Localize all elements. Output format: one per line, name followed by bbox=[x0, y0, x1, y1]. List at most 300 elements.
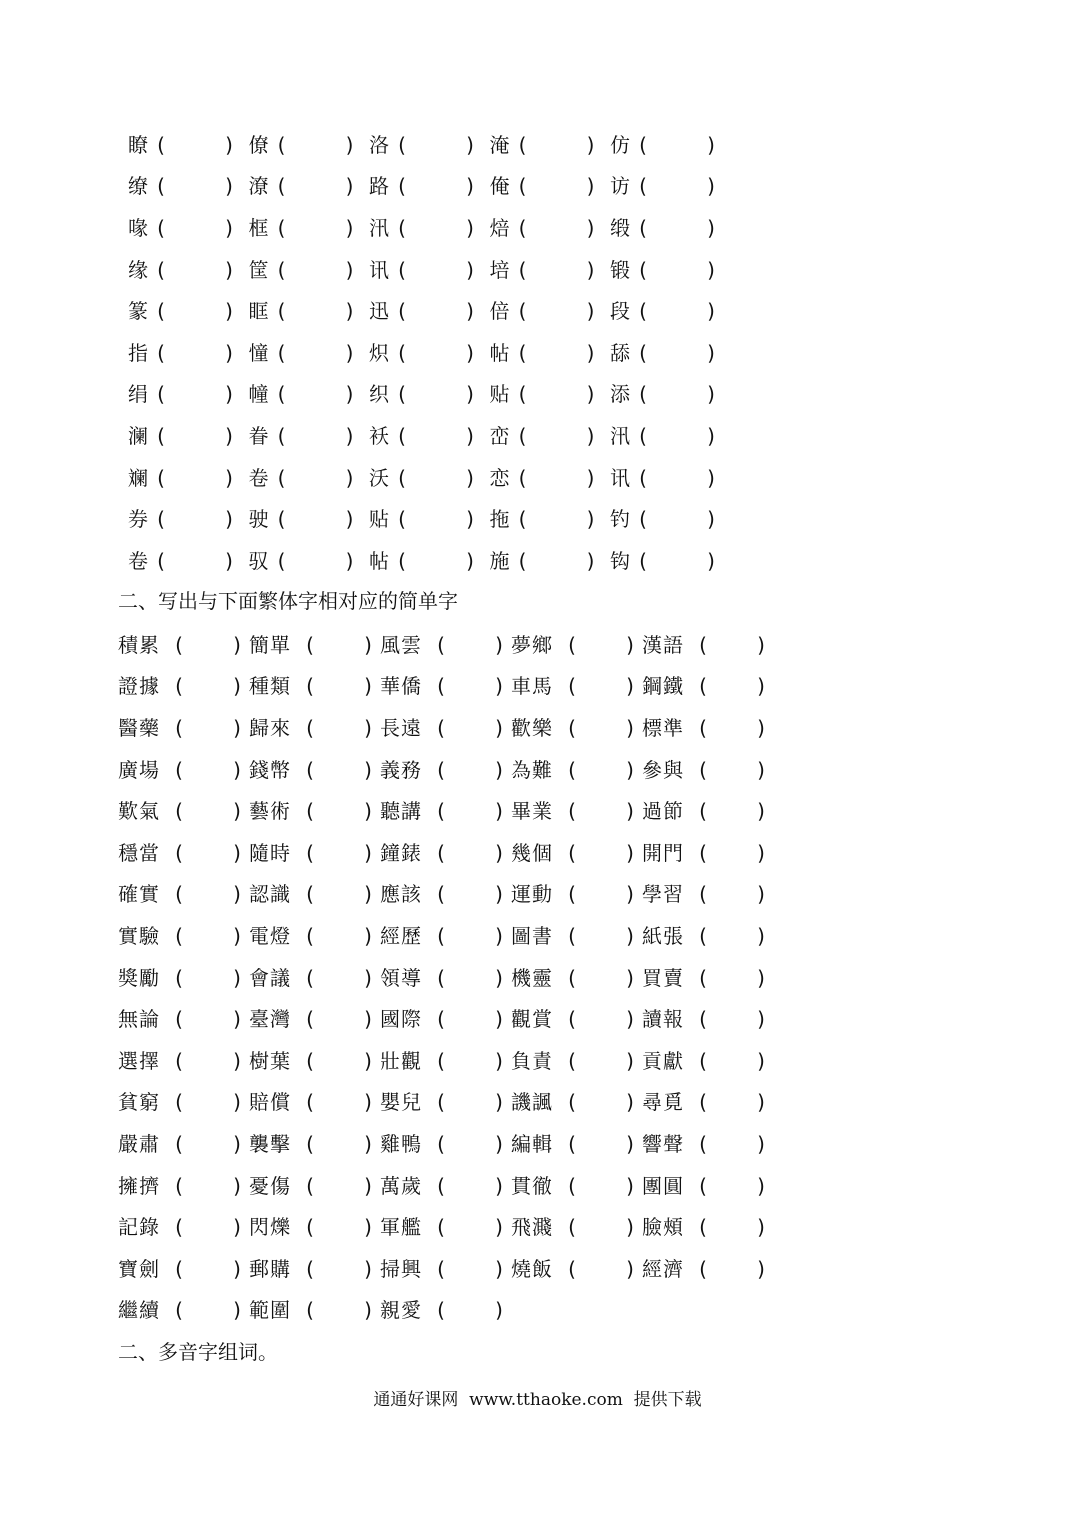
word-blank-item bbox=[118, 1298, 249, 1323]
word-row bbox=[118, 624, 773, 666]
close-paren: ) bbox=[495, 715, 503, 740]
word-text: 證據 bbox=[118, 674, 160, 699]
character-grid bbox=[128, 124, 731, 582]
close-paren: ) bbox=[345, 257, 354, 282]
char-blank-item bbox=[248, 132, 370, 157]
char-text: 沃 bbox=[369, 465, 389, 490]
open-paren: ( bbox=[157, 215, 165, 240]
word-row bbox=[118, 998, 773, 1040]
char-blank-item bbox=[610, 423, 731, 448]
word-row bbox=[118, 1082, 773, 1124]
word-text: 國際 bbox=[380, 1007, 422, 1032]
word-text: 風雲 bbox=[380, 632, 422, 657]
open-paren: ( bbox=[175, 632, 183, 657]
char-text: 潦 bbox=[248, 174, 269, 199]
word-blank-item bbox=[118, 965, 249, 990]
word-text: 鐘錶 bbox=[380, 840, 422, 865]
char-text: 斓 bbox=[128, 465, 148, 490]
word-blank-item bbox=[118, 1090, 249, 1115]
open-paren: ( bbox=[518, 423, 527, 448]
close-paren: ) bbox=[364, 632, 372, 657]
open-paren: ( bbox=[699, 715, 707, 740]
open-paren: ( bbox=[306, 923, 314, 948]
char-blank-item bbox=[128, 340, 249, 365]
char-blank-item bbox=[610, 257, 731, 282]
word-blank-item bbox=[642, 882, 773, 907]
close-paren: ) bbox=[225, 257, 233, 282]
close-paren: ) bbox=[225, 340, 233, 365]
close-paren: ) bbox=[495, 882, 503, 907]
word-blank-item bbox=[118, 715, 249, 740]
open-paren: ( bbox=[277, 548, 286, 573]
open-paren: ( bbox=[699, 1090, 707, 1115]
word-row bbox=[118, 957, 773, 999]
open-paren: ( bbox=[699, 923, 707, 948]
close-paren: ) bbox=[757, 757, 765, 782]
close-paren: ) bbox=[364, 1090, 372, 1115]
close-paren: ) bbox=[345, 340, 354, 365]
open-paren: ( bbox=[175, 757, 183, 782]
close-paren: ) bbox=[345, 299, 354, 324]
open-paren: ( bbox=[175, 1298, 183, 1323]
close-paren: ) bbox=[626, 965, 634, 990]
word-text: 過節 bbox=[642, 799, 684, 824]
char-blank-item bbox=[128, 299, 249, 324]
word-blank-item bbox=[511, 1048, 642, 1073]
open-paren: ( bbox=[437, 1215, 445, 1240]
close-paren: ) bbox=[345, 465, 354, 490]
close-paren: ) bbox=[233, 1173, 241, 1198]
open-paren: ( bbox=[306, 1007, 314, 1032]
open-paren: ( bbox=[699, 965, 707, 990]
char-blank-item bbox=[248, 257, 370, 282]
close-paren: ) bbox=[233, 1298, 241, 1323]
section-heading-traditional: 二、写出与下面繁体字相对应的简单字 bbox=[118, 589, 458, 613]
char-text: 瞭 bbox=[128, 132, 148, 157]
word-blank-item bbox=[642, 923, 773, 948]
close-paren: ) bbox=[495, 632, 503, 657]
open-paren: ( bbox=[157, 340, 165, 365]
word-blank-item bbox=[511, 923, 642, 948]
char-text: 汛 bbox=[369, 215, 389, 240]
close-paren: ) bbox=[757, 715, 765, 740]
char-blank-item bbox=[248, 465, 370, 490]
close-paren: ) bbox=[233, 923, 241, 948]
char-blank-item bbox=[369, 548, 490, 573]
word-blank-item bbox=[380, 757, 511, 782]
open-paren: ( bbox=[175, 1131, 183, 1156]
word-blank-item bbox=[642, 965, 773, 990]
word-blank-item bbox=[642, 1090, 773, 1115]
word-blank-item bbox=[380, 923, 511, 948]
open-paren: ( bbox=[639, 215, 647, 240]
close-paren: ) bbox=[233, 1131, 241, 1156]
word-blank-item bbox=[249, 632, 380, 657]
char-blank-item bbox=[128, 548, 249, 573]
word-text: 記錄 bbox=[118, 1215, 160, 1240]
close-paren: ) bbox=[225, 174, 233, 199]
word-text: 種類 bbox=[249, 674, 291, 699]
word-text: 譏諷 bbox=[511, 1090, 553, 1115]
char-text: 炽 bbox=[369, 340, 389, 365]
word-text: 賠償 bbox=[249, 1090, 291, 1115]
char-row bbox=[128, 207, 731, 249]
open-paren: ( bbox=[175, 799, 183, 824]
open-paren: ( bbox=[568, 965, 576, 990]
char-blank-item bbox=[248, 174, 370, 199]
word-blank-item bbox=[511, 674, 642, 699]
close-paren: ) bbox=[466, 215, 474, 240]
word-text: 萬歲 bbox=[380, 1173, 422, 1198]
close-paren: ) bbox=[586, 507, 595, 532]
word-blank-item bbox=[642, 799, 773, 824]
open-paren: ( bbox=[437, 674, 445, 699]
word-text: 經濟 bbox=[642, 1256, 684, 1281]
word-blank-item bbox=[380, 1048, 511, 1073]
open-paren: ( bbox=[175, 1173, 183, 1198]
word-blank-item bbox=[380, 1131, 511, 1156]
char-blank-item bbox=[248, 382, 370, 407]
open-paren: ( bbox=[398, 215, 406, 240]
close-paren: ) bbox=[707, 548, 715, 573]
close-paren: ) bbox=[586, 423, 595, 448]
word-text: 鋼鐵 bbox=[642, 674, 684, 699]
word-text: 圖書 bbox=[511, 923, 553, 948]
word-text: 醫藥 bbox=[118, 715, 160, 740]
word-text: 歎氣 bbox=[118, 799, 160, 824]
word-blank-item bbox=[249, 674, 380, 699]
open-paren: ( bbox=[306, 1298, 314, 1323]
word-text: 機靈 bbox=[511, 965, 553, 990]
open-paren: ( bbox=[306, 1048, 314, 1073]
open-paren: ( bbox=[277, 382, 286, 407]
open-paren: ( bbox=[157, 299, 165, 324]
open-paren: ( bbox=[699, 757, 707, 782]
word-blank-item bbox=[118, 674, 249, 699]
char-blank-item bbox=[248, 507, 370, 532]
char-blank-item bbox=[128, 423, 249, 448]
word-blank-item bbox=[118, 923, 249, 948]
char-row bbox=[128, 249, 731, 291]
word-text: 觀賞 bbox=[511, 1007, 553, 1032]
open-paren: ( bbox=[437, 799, 445, 824]
close-paren: ) bbox=[466, 299, 474, 324]
open-paren: ( bbox=[277, 507, 286, 532]
char-row bbox=[128, 124, 731, 166]
open-paren: ( bbox=[398, 548, 406, 573]
close-paren: ) bbox=[364, 674, 372, 699]
close-paren: ) bbox=[364, 799, 372, 824]
close-paren: ) bbox=[364, 923, 372, 948]
open-paren: ( bbox=[568, 799, 576, 824]
char-blank-item bbox=[248, 299, 370, 324]
open-paren: ( bbox=[699, 1256, 707, 1281]
open-paren: ( bbox=[175, 965, 183, 990]
close-paren: ) bbox=[757, 632, 765, 657]
close-paren: ) bbox=[466, 507, 474, 532]
char-blank-item bbox=[128, 382, 249, 407]
word-text: 掃興 bbox=[380, 1256, 422, 1281]
char-text: 眷 bbox=[248, 423, 269, 448]
close-paren: ) bbox=[225, 548, 233, 573]
open-paren: ( bbox=[306, 632, 314, 657]
open-paren: ( bbox=[699, 1215, 707, 1240]
close-paren: ) bbox=[364, 840, 372, 865]
char-blank-item bbox=[489, 132, 611, 157]
word-blank-item bbox=[249, 715, 380, 740]
word-blank-item bbox=[511, 840, 642, 865]
close-paren: ) bbox=[364, 1298, 372, 1323]
open-paren: ( bbox=[437, 1256, 445, 1281]
close-paren: ) bbox=[707, 423, 715, 448]
close-paren: ) bbox=[364, 1215, 372, 1240]
word-text: 錢幣 bbox=[249, 757, 291, 782]
word-blank-item bbox=[642, 1173, 773, 1198]
open-paren: ( bbox=[437, 1090, 445, 1115]
close-paren: ) bbox=[495, 1173, 503, 1198]
char-text: 袄 bbox=[369, 423, 389, 448]
open-paren: ( bbox=[398, 340, 406, 365]
char-text: 筐 bbox=[248, 257, 269, 282]
word-blank-item bbox=[118, 882, 249, 907]
word-row bbox=[118, 1206, 773, 1248]
open-paren: ( bbox=[568, 715, 576, 740]
char-blank-item bbox=[610, 132, 731, 157]
word-text: 積累 bbox=[118, 632, 160, 657]
footer-credit: 通通好课网 www.tthaoke.com 提供下载 bbox=[373, 1390, 702, 1410]
char-text: 讯 bbox=[610, 465, 630, 490]
close-paren: ) bbox=[626, 1215, 634, 1240]
open-paren: ( bbox=[699, 1007, 707, 1032]
char-text: 券 bbox=[128, 507, 148, 532]
close-paren: ) bbox=[626, 923, 634, 948]
word-text: 嚴肅 bbox=[118, 1131, 160, 1156]
char-blank-item bbox=[369, 340, 490, 365]
char-text: 讯 bbox=[369, 257, 389, 282]
close-paren: ) bbox=[225, 382, 233, 407]
close-paren: ) bbox=[626, 1090, 634, 1115]
close-paren: ) bbox=[626, 1048, 634, 1073]
word-text: 買賣 bbox=[642, 965, 684, 990]
close-paren: ) bbox=[495, 923, 503, 948]
word-blank-item bbox=[642, 757, 773, 782]
open-paren: ( bbox=[277, 257, 286, 282]
char-text: 钓 bbox=[610, 507, 630, 532]
word-text: 參與 bbox=[642, 757, 684, 782]
char-blank-item bbox=[128, 465, 249, 490]
close-paren: ) bbox=[225, 423, 233, 448]
open-paren: ( bbox=[277, 299, 286, 324]
char-text: 卷 bbox=[248, 465, 269, 490]
word-blank-item bbox=[642, 632, 773, 657]
word-blank-item bbox=[511, 965, 642, 990]
word-text: 讀報 bbox=[642, 1007, 684, 1032]
open-paren: ( bbox=[306, 1215, 314, 1240]
close-paren: ) bbox=[233, 1007, 241, 1032]
word-blank-item bbox=[249, 923, 380, 948]
close-paren: ) bbox=[586, 340, 595, 365]
open-paren: ( bbox=[175, 1256, 183, 1281]
word-text: 負責 bbox=[511, 1048, 553, 1073]
char-blank-item bbox=[610, 507, 731, 532]
open-paren: ( bbox=[175, 840, 183, 865]
word-text: 確實 bbox=[118, 882, 160, 907]
word-text: 應該 bbox=[380, 882, 422, 907]
char-blank-item bbox=[369, 257, 490, 282]
close-paren: ) bbox=[364, 1048, 372, 1073]
open-paren: ( bbox=[568, 1131, 576, 1156]
word-row bbox=[118, 790, 773, 832]
char-text: 框 bbox=[248, 215, 269, 240]
word-text: 認識 bbox=[249, 882, 291, 907]
open-paren: ( bbox=[568, 1048, 576, 1073]
word-text: 燒飯 bbox=[511, 1256, 553, 1281]
word-text: 軍艦 bbox=[380, 1215, 422, 1240]
close-paren: ) bbox=[757, 1048, 765, 1073]
open-paren: ( bbox=[437, 965, 445, 990]
word-blank-item bbox=[249, 1131, 380, 1156]
close-paren: ) bbox=[495, 840, 503, 865]
open-paren: ( bbox=[568, 1256, 576, 1281]
open-paren: ( bbox=[306, 1131, 314, 1156]
open-paren: ( bbox=[518, 548, 527, 573]
open-paren: ( bbox=[157, 548, 165, 573]
open-paren: ( bbox=[518, 215, 527, 240]
open-paren: ( bbox=[157, 382, 165, 407]
word-text: 為難 bbox=[511, 757, 553, 782]
word-blank-item bbox=[118, 1048, 249, 1073]
char-text: 指 bbox=[128, 340, 148, 365]
word-blank-item bbox=[380, 632, 511, 657]
open-paren: ( bbox=[306, 799, 314, 824]
char-blank-item bbox=[128, 215, 249, 240]
close-paren: ) bbox=[466, 548, 474, 573]
char-blank-item bbox=[489, 548, 611, 573]
close-paren: ) bbox=[495, 757, 503, 782]
open-paren: ( bbox=[157, 257, 165, 282]
char-blank-item bbox=[128, 132, 249, 157]
char-text: 迅 bbox=[369, 299, 389, 324]
close-paren: ) bbox=[586, 382, 595, 407]
word-text: 無論 bbox=[118, 1007, 160, 1032]
word-text: 獎勵 bbox=[118, 965, 160, 990]
char-text: 驭 bbox=[248, 548, 269, 573]
close-paren: ) bbox=[233, 1048, 241, 1073]
open-paren: ( bbox=[437, 1007, 445, 1032]
open-paren: ( bbox=[518, 132, 527, 157]
word-text: 隨時 bbox=[249, 840, 291, 865]
close-paren: ) bbox=[586, 132, 595, 157]
close-paren: ) bbox=[707, 465, 715, 490]
char-text: 峦 bbox=[489, 423, 510, 448]
word-text: 長遠 bbox=[380, 715, 422, 740]
close-paren: ) bbox=[233, 757, 241, 782]
char-blank-item bbox=[610, 382, 731, 407]
char-blank-item bbox=[610, 340, 731, 365]
open-paren: ( bbox=[306, 965, 314, 990]
close-paren: ) bbox=[495, 1256, 503, 1281]
open-paren: ( bbox=[277, 340, 286, 365]
close-paren: ) bbox=[495, 1298, 503, 1323]
open-paren: ( bbox=[306, 1173, 314, 1198]
char-text: 淹 bbox=[489, 132, 510, 157]
word-text: 貫徹 bbox=[511, 1173, 553, 1198]
open-paren: ( bbox=[568, 1090, 576, 1115]
word-text: 貧窮 bbox=[118, 1090, 160, 1115]
word-row bbox=[118, 915, 773, 957]
word-text: 飛濺 bbox=[511, 1215, 553, 1240]
word-blank-item bbox=[118, 799, 249, 824]
word-text: 擁擠 bbox=[118, 1173, 160, 1198]
close-paren: ) bbox=[233, 1215, 241, 1240]
char-row bbox=[128, 540, 731, 582]
open-paren: ( bbox=[568, 840, 576, 865]
close-paren: ) bbox=[707, 507, 715, 532]
char-blank-item bbox=[489, 215, 611, 240]
char-text: 缎 bbox=[610, 215, 630, 240]
char-blank-item bbox=[369, 215, 490, 240]
open-paren: ( bbox=[568, 1173, 576, 1198]
word-blank-item bbox=[118, 1215, 249, 1240]
open-paren: ( bbox=[175, 1090, 183, 1115]
char-blank-item bbox=[369, 132, 490, 157]
close-paren: ) bbox=[586, 174, 595, 199]
close-paren: ) bbox=[495, 1131, 503, 1156]
word-blank-item bbox=[511, 1007, 642, 1032]
open-paren: ( bbox=[568, 1215, 576, 1240]
close-paren: ) bbox=[495, 1090, 503, 1115]
word-blank-item bbox=[511, 1173, 642, 1198]
word-text: 範圍 bbox=[249, 1298, 291, 1323]
word-text: 穩當 bbox=[118, 840, 160, 865]
char-text: 路 bbox=[369, 174, 389, 199]
word-row bbox=[118, 1290, 773, 1332]
char-blank-item bbox=[369, 174, 490, 199]
open-paren: ( bbox=[398, 299, 406, 324]
word-blank-item bbox=[118, 757, 249, 782]
close-paren: ) bbox=[225, 299, 233, 324]
word-blank-item bbox=[380, 799, 511, 824]
word-blank-item bbox=[511, 1256, 642, 1281]
close-paren: ) bbox=[345, 423, 354, 448]
word-blank-item bbox=[511, 1131, 642, 1156]
char-text: 喙 bbox=[128, 215, 148, 240]
open-paren: ( bbox=[568, 1007, 576, 1032]
close-paren: ) bbox=[345, 174, 354, 199]
word-blank-item bbox=[511, 882, 642, 907]
char-blank-item bbox=[610, 174, 731, 199]
char-row bbox=[128, 498, 731, 540]
word-text: 寶劍 bbox=[118, 1256, 160, 1281]
char-blank-item bbox=[248, 215, 370, 240]
word-text: 簡單 bbox=[249, 632, 291, 657]
word-text: 實驗 bbox=[118, 923, 160, 948]
char-text: 缘 bbox=[128, 257, 148, 282]
close-paren: ) bbox=[586, 215, 595, 240]
close-paren: ) bbox=[757, 674, 765, 699]
open-paren: ( bbox=[518, 174, 527, 199]
open-paren: ( bbox=[157, 507, 165, 532]
char-blank-item bbox=[489, 257, 611, 282]
close-paren: ) bbox=[233, 882, 241, 907]
char-blank-item bbox=[248, 548, 370, 573]
word-text: 樹葉 bbox=[249, 1048, 291, 1073]
char-text: 绢 bbox=[128, 382, 148, 407]
close-paren: ) bbox=[233, 715, 241, 740]
close-paren: ) bbox=[626, 882, 634, 907]
close-paren: ) bbox=[757, 840, 765, 865]
close-paren: ) bbox=[466, 340, 474, 365]
